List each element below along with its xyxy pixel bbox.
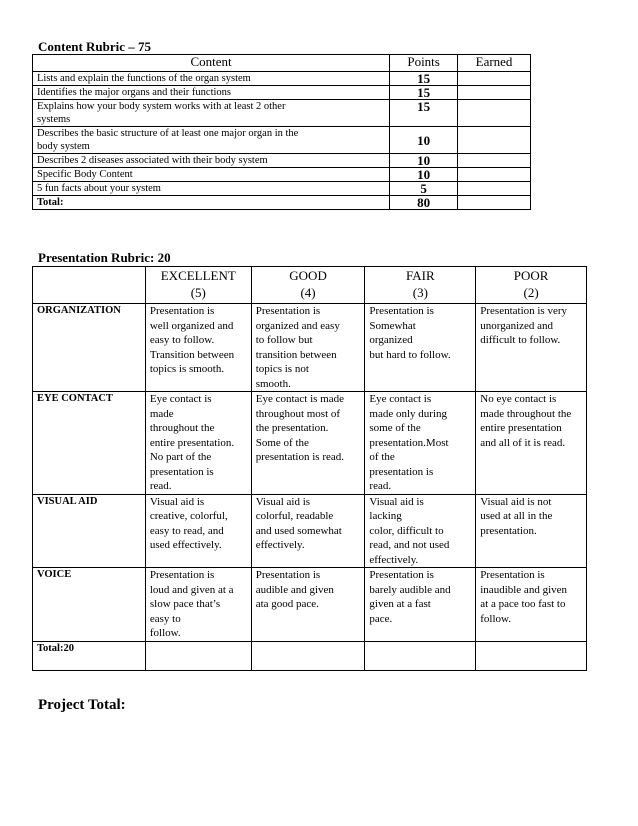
content-earned <box>458 182 531 196</box>
criteria-row-voice <box>33 568 587 642</box>
content-points: 10 <box>390 127 458 154</box>
level-score: (3) <box>412 285 428 300</box>
criterion-cell: Presentation is Somewhat organized but hard to follow. <box>365 304 476 392</box>
content-item: Lists and explain the functions of the organ system <box>33 72 390 86</box>
content-total-points: 80 <box>390 196 458 210</box>
content-header-earned: Earned <box>458 55 531 72</box>
content-header-row <box>33 55 531 72</box>
level-score: (2) <box>523 285 539 300</box>
total-cell <box>476 641 587 670</box>
criterion-cell: Eye contact is made only during some of the presentation.Most of the presentation is read. <box>365 392 476 495</box>
presentation-total-label: Total:20 <box>33 641 146 670</box>
criterion-cell: Eye contact is made throughout the entire presentation. No part of the presentation is read. <box>145 392 251 495</box>
content-earned <box>458 86 531 100</box>
level-name: EXCELLENT <box>160 268 236 283</box>
level-name: FAIR <box>406 268 435 283</box>
criterion-cell: No eye contact is made throughout the entire presentation and all of it is read. <box>476 392 587 495</box>
content-item: Specific Body Content <box>33 168 390 182</box>
content-earned <box>458 168 531 182</box>
content-header-content: Content <box>33 55 390 72</box>
content-points: 10 <box>390 168 458 182</box>
content-earned <box>458 72 531 86</box>
content-points: 5 <box>390 182 458 196</box>
criteria-row-organization <box>33 304 587 392</box>
criterion-cell: Visual aid is not used at all in the presentation. <box>476 494 587 568</box>
content-points: 10 <box>390 154 458 168</box>
criterion-cell: Visual aid is colorful, readable and used somewhat effectively. <box>251 494 365 568</box>
content-points: 15 <box>390 72 458 86</box>
content-points: 15 <box>390 86 458 100</box>
header-empty-cell <box>33 267 146 304</box>
content-earned <box>458 100 531 127</box>
content-item: 5 fun facts about your system <box>33 182 390 196</box>
level-name: GOOD <box>289 268 327 283</box>
project-total-label: Project Total: <box>38 697 126 713</box>
content-item: Describes the basic structure of at least one major organ in the body system <box>33 127 390 154</box>
table-row <box>33 182 531 196</box>
content-total-row <box>33 196 531 210</box>
presentation-header-row <box>33 267 587 304</box>
criterion-cell: Presentation is inaudible and given at a pace too fast to follow. <box>476 568 587 642</box>
total-cell <box>365 641 476 670</box>
level-excellent <box>145 267 251 304</box>
table-row <box>33 168 531 182</box>
content-total-label: Total: <box>33 196 390 210</box>
level-fair <box>365 267 476 304</box>
level-good <box>251 267 365 304</box>
content-total-earned <box>458 196 531 210</box>
content-earned <box>458 154 531 168</box>
table-row <box>33 86 531 100</box>
content-item: Identifies the major organs and their functions <box>33 86 390 100</box>
content-points: 15 <box>390 100 458 127</box>
criterion-name: ORGANIZATION <box>33 304 146 392</box>
criterion-cell: Presentation is audible and given ata good pace. <box>251 568 365 642</box>
criterion-cell: Visual aid is lacking color, difficult to read, and not used effectively. <box>365 494 476 568</box>
table-row <box>33 127 531 154</box>
criterion-cell: Visual aid is creative, colorful, easy to read, and used effectively. <box>145 494 251 568</box>
content-rubric-table <box>32 54 531 210</box>
criteria-row-visual-aid <box>33 494 587 568</box>
criterion-cell: Presentation is very unorganized and difficult to follow. <box>476 304 587 392</box>
level-name: POOR <box>513 268 549 283</box>
criterion-cell: Presentation is organized and easy to follow but transition between topics is not smooth. <box>251 304 365 392</box>
table-row <box>33 154 531 168</box>
total-cell <box>145 641 251 670</box>
level-poor <box>476 267 587 304</box>
presentation-rubric-title: Presentation Rubric: 20 <box>38 250 171 265</box>
level-score: (4) <box>300 285 316 300</box>
criterion-name: VISUAL AID <box>33 494 146 568</box>
criterion-name: EYE CONTACT <box>33 392 146 495</box>
table-row <box>33 100 531 127</box>
level-score: (5) <box>190 285 206 300</box>
content-item: Describes 2 diseases associated with their body system <box>33 154 390 168</box>
content-rubric-title: Content Rubric – 75 <box>38 39 152 54</box>
presentation-total-row <box>33 641 587 670</box>
presentation-rubric-table <box>32 266 587 671</box>
criterion-name: VOICE <box>33 568 146 642</box>
content-item: Explains how your body system works with at least 2 other systems <box>33 100 390 127</box>
criterion-cell: Presentation is well organized and easy to follow. Transition between topics is smooth. <box>145 304 251 392</box>
content-earned <box>458 127 531 154</box>
criteria-row-eye-contact <box>33 392 587 495</box>
total-cell <box>251 641 365 670</box>
content-header-points: Points <box>390 55 458 72</box>
criterion-cell: Presentation is barely audible and given at a fast pace. <box>365 568 476 642</box>
criterion-cell: Presentation is loud and given at a slow pace that’s easy to follow. <box>145 568 251 642</box>
criterion-cell: Eye contact is made throughout most of the presentation. Some of the presentation is read. <box>251 392 365 495</box>
table-row <box>33 72 531 86</box>
